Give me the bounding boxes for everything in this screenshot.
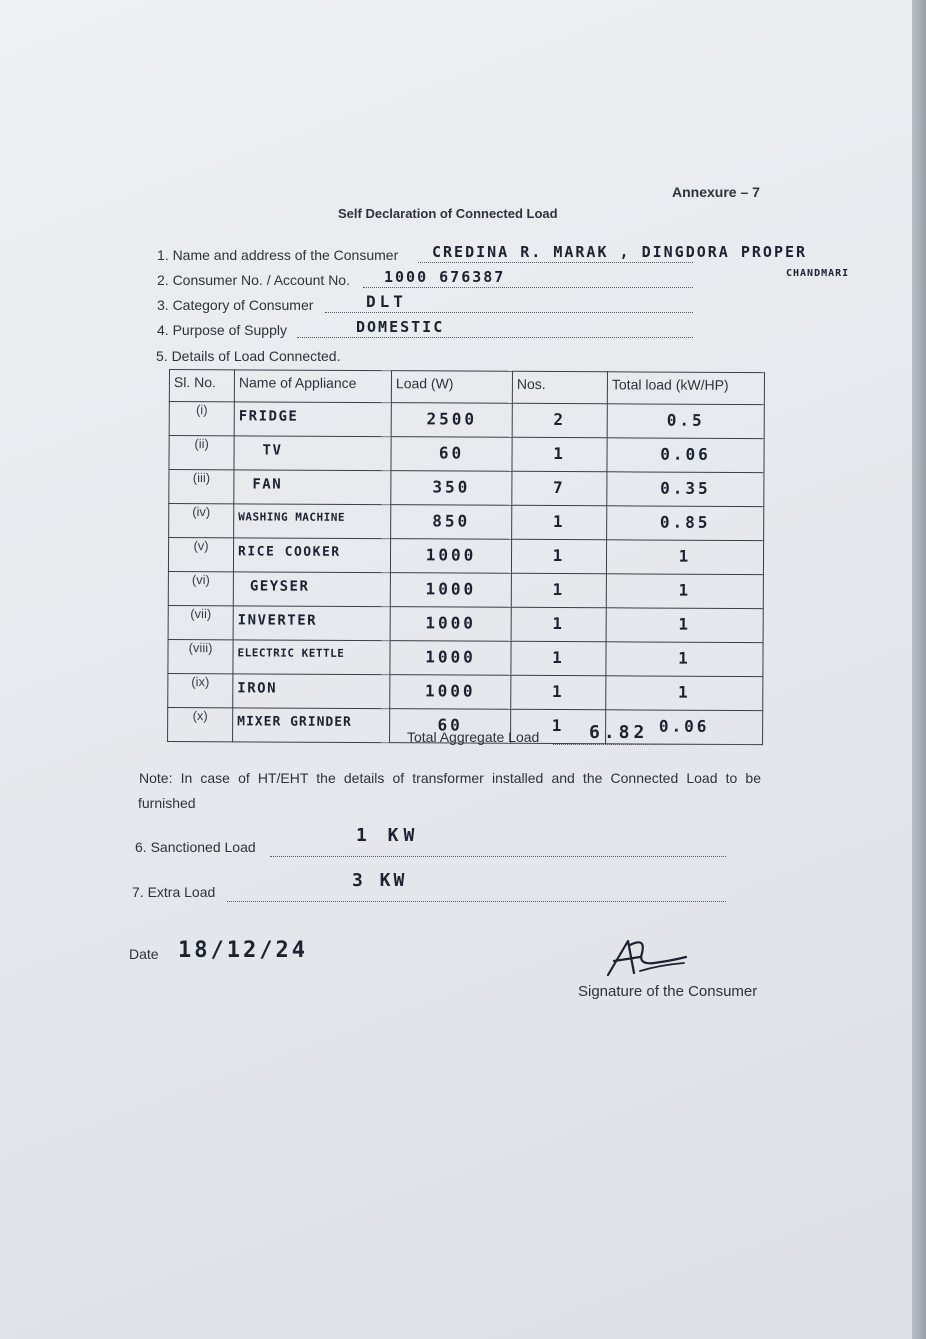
- table-row: [168, 605, 763, 642]
- extra-value: 3 KW: [352, 870, 408, 891]
- row-nos: 7: [512, 471, 607, 505]
- row-nos: 1: [511, 709, 606, 743]
- aggregate-dotted-line: [553, 744, 758, 745]
- row-total: 0.5: [607, 404, 764, 439]
- table-header-row: [169, 370, 764, 405]
- extra-label: 7. Extra Load: [132, 884, 216, 900]
- row-total: 0.06: [606, 710, 763, 745]
- consumer-no-label: 2. Consumer No. / Account No.: [157, 272, 350, 288]
- date-value: 18/12/24: [178, 938, 308, 963]
- row-nos: 1: [511, 607, 606, 641]
- row-load: 1000: [390, 675, 511, 710]
- row-sl-no: (vii): [168, 605, 233, 639]
- row-nos: 1: [512, 437, 607, 471]
- row-total: 0.06: [607, 438, 764, 473]
- row-load: 2500: [391, 403, 512, 438]
- table-row: [168, 571, 763, 608]
- category-dotted-line: [325, 312, 693, 313]
- row-appliance: GEYSER: [233, 572, 390, 607]
- name-label: 1. Name and address of the Consumer: [157, 247, 399, 263]
- row-load: 1000: [390, 573, 511, 608]
- row-nos: 1: [511, 539, 606, 573]
- table-row: [168, 673, 763, 710]
- background-edge: [912, 0, 926, 1339]
- table-row: [169, 436, 764, 473]
- note-line-2: furnished: [138, 795, 196, 811]
- row-sl-no: (x): [168, 707, 233, 741]
- header-appliance: Name of Appliance: [234, 370, 391, 403]
- document-title: Self Declaration of Connected Load: [338, 206, 558, 221]
- purpose-dotted-line: [297, 337, 693, 338]
- row-appliance: FAN: [234, 470, 391, 505]
- table-row: [168, 538, 763, 575]
- row-sl-no: (vi): [168, 571, 233, 605]
- header-nos: Nos.: [512, 371, 607, 403]
- consumer-no-dotted-line: [363, 287, 693, 288]
- purpose-value: DOMESTIC: [356, 318, 445, 336]
- row-sl-no: (viii): [168, 639, 233, 673]
- name-value-line2: CHANDMARI: [786, 268, 850, 279]
- row-total: 1: [606, 676, 763, 711]
- row-sl-no: (iii): [169, 470, 234, 504]
- row-total: 1: [606, 642, 763, 677]
- row-load: 1000: [390, 607, 511, 642]
- row-load: 60: [390, 709, 511, 744]
- table-row: [169, 470, 764, 507]
- row-nos: 1: [511, 641, 606, 675]
- row-appliance: ELECTRIC KETTLE: [233, 640, 390, 675]
- note-line-1: Note: In case of HT/EHT the details of transformer installed and the Connected Load to be: [139, 770, 761, 786]
- row-total: 1: [606, 574, 763, 609]
- row-load: 1000: [390, 539, 511, 574]
- aggregate-value: 6.82: [589, 722, 649, 743]
- row-appliance: WASHING MACHINE: [234, 504, 391, 539]
- row-total: 0.85: [607, 506, 764, 541]
- purpose-label: 4. Purpose of Supply: [157, 322, 287, 338]
- row-nos: 1: [511, 675, 606, 709]
- sanctioned-label: 6. Sanctioned Load: [135, 839, 256, 855]
- row-total: 1: [606, 608, 763, 643]
- header-total-load: Total load (kW/HP): [607, 372, 764, 405]
- signature-label: Signature of the Consumer: [578, 983, 758, 1000]
- annexure-label: Annexure – 7: [672, 184, 760, 200]
- row-load: 350: [391, 471, 512, 506]
- row-sl-no: (i): [169, 402, 234, 436]
- load-table: [167, 369, 765, 745]
- row-appliance: INVERTER: [233, 606, 390, 641]
- row-nos: 1: [511, 573, 606, 607]
- row-sl-no: (v): [168, 538, 233, 572]
- extra-dotted-line: [227, 901, 726, 902]
- row-total: 1: [606, 540, 763, 575]
- row-sl-no: (ix): [168, 673, 233, 707]
- details-label: 5. Details of Load Connected.: [156, 348, 341, 364]
- signature-mark: [600, 935, 690, 980]
- category-label: 3. Category of Consumer: [157, 297, 314, 313]
- row-appliance: RICE COOKER: [233, 538, 390, 573]
- sanctioned-value: 1 KW: [356, 825, 420, 846]
- name-value: CREDINA R. MARAK , DINGDORA PROPER: [432, 243, 808, 261]
- consumer-no-value: 1000 676387: [384, 268, 506, 286]
- name-dotted-line: [418, 262, 693, 263]
- category-value: DLT: [366, 292, 407, 311]
- row-appliance: FRIDGE: [234, 402, 391, 437]
- table-row: [169, 504, 764, 541]
- sanctioned-dotted-line: [270, 856, 726, 857]
- row-load: 850: [391, 505, 512, 540]
- row-appliance: IRON: [233, 674, 390, 709]
- row-load: 1000: [390, 641, 511, 676]
- row-load: 60: [391, 437, 512, 472]
- row-sl-no: (iv): [169, 504, 234, 538]
- date-label: Date: [129, 946, 159, 962]
- aggregate-label: Total Aggregate Load: [407, 729, 540, 745]
- row-appliance: TV: [234, 436, 391, 471]
- header-load: Load (W): [391, 371, 512, 404]
- row-total: 0.35: [607, 472, 764, 507]
- row-appliance: MIXER GRINDER: [233, 708, 390, 743]
- header-sl-no: Sl. No.: [169, 370, 234, 402]
- row-sl-no: (ii): [169, 436, 234, 470]
- row-nos: 1: [512, 505, 607, 539]
- row-nos: 2: [512, 403, 607, 437]
- table-row: [169, 402, 764, 439]
- table-row: [168, 639, 763, 676]
